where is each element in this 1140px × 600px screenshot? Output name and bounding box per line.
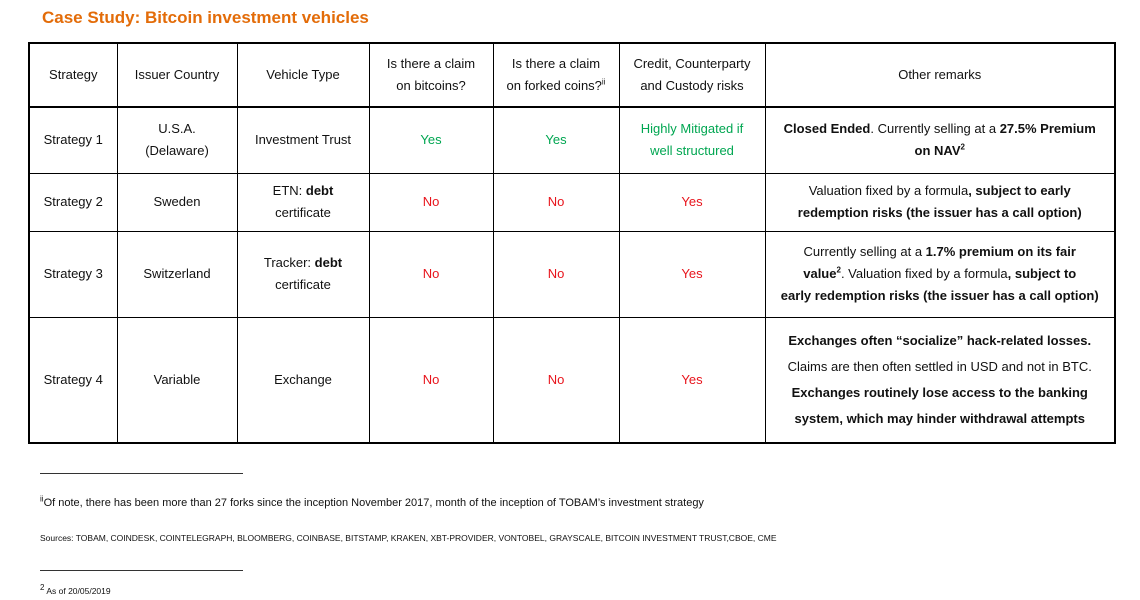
header-risks: Credit, Counterparty and Custody risks xyxy=(619,43,765,107)
header-strategy: Strategy xyxy=(29,43,117,107)
table-row xyxy=(29,317,1115,443)
footnote-divider xyxy=(40,473,243,474)
cell-strategy: Strategy 3 xyxy=(29,231,117,317)
footnote-divider xyxy=(40,570,243,571)
cell-claim: No xyxy=(369,231,493,317)
cell-forked: Yes xyxy=(493,107,619,173)
table-row xyxy=(29,231,1115,317)
cell-country: Switzerland xyxy=(117,231,237,317)
cell-remarks: Valuation fixed by a formula, subject to early redemption risks (the issuer has a call option) xyxy=(765,173,1115,231)
cell-remarks: Currently selling at a 1.7% premium on its fair value$^2$. Valuation fixed by a formula, subject to early redemption risks (the issuer has a call option) xyxy=(765,231,1115,317)
cell-strategy: Strategy 2 xyxy=(29,173,117,231)
cell-strategy: Strategy 4 xyxy=(29,317,117,443)
header-claim-forked: Is there a claim on forked coins?$^{ii}$ xyxy=(493,43,619,107)
cell-vehicle: Exchange xyxy=(237,317,369,443)
header-vehicle-type: Vehicle Type xyxy=(237,43,369,107)
sources-note: Sources: TOBAM, COINDESK, COINTELEGRAPH, BLOOMBERG, COINBASE, BITSTAMP, KRAKEN, XBT-PROVIDER, VONTOBEL, GRAYSCALE, BITCOIN INVESTMENT TRUST,CBOE, CME xyxy=(40,533,777,543)
table-row xyxy=(29,173,1115,231)
header-other-remarks: Other remarks xyxy=(765,43,1115,107)
footnote-date: $^2$ As of 20/05/2019 xyxy=(40,583,111,596)
cell-claim: No xyxy=(369,173,493,231)
table-row xyxy=(29,107,1115,173)
cell-forked: No xyxy=(493,173,619,231)
footnote-forks: $^{ii}$Of note, there has been more than 27 forks since the inception November 2017, month of the inception of TOBAM’s investment strategy xyxy=(40,494,704,509)
header-claim-bitcoins: Is there a claim on bitcoins? xyxy=(369,43,493,107)
header-issuer-country: Issuer Country xyxy=(117,43,237,107)
cell-risk: Yes xyxy=(619,231,765,317)
cell-forked: No xyxy=(493,317,619,443)
cell-strategy: Strategy 1 xyxy=(29,107,117,173)
page-title: Case Study: Bitcoin investment vehicles xyxy=(42,8,369,27)
cell-risk: Yes xyxy=(619,317,765,443)
cell-vehicle: Investment Trust xyxy=(237,107,369,173)
vehicles-table xyxy=(28,42,1116,444)
cell-remarks: Closed Ended. Currently selling at a 27.5% Premium on NAV$^2$ xyxy=(765,107,1115,173)
cell-country: U.S.A. (Delaware) xyxy=(117,107,237,173)
cell-claim: Yes xyxy=(369,107,493,173)
cell-forked: No xyxy=(493,231,619,317)
cell-vehicle: Tracker: debt certificate xyxy=(237,231,369,317)
cell-country: Sweden xyxy=(117,173,237,231)
table-header-row xyxy=(29,43,1115,107)
cell-claim: No xyxy=(369,317,493,443)
cell-risk: Yes xyxy=(619,173,765,231)
cell-vehicle: ETN: debt certificate xyxy=(237,173,369,231)
cell-remarks: Exchanges often “socialize” hack-related losses. Claims are then often settled in USD and not in BTC. Exchanges routinely lose access to the banking system, which may hinder withdrawal attempts xyxy=(765,317,1115,443)
cell-country: Variable xyxy=(117,317,237,443)
cell-risk: Highly Mitigated if well structured xyxy=(619,107,765,173)
